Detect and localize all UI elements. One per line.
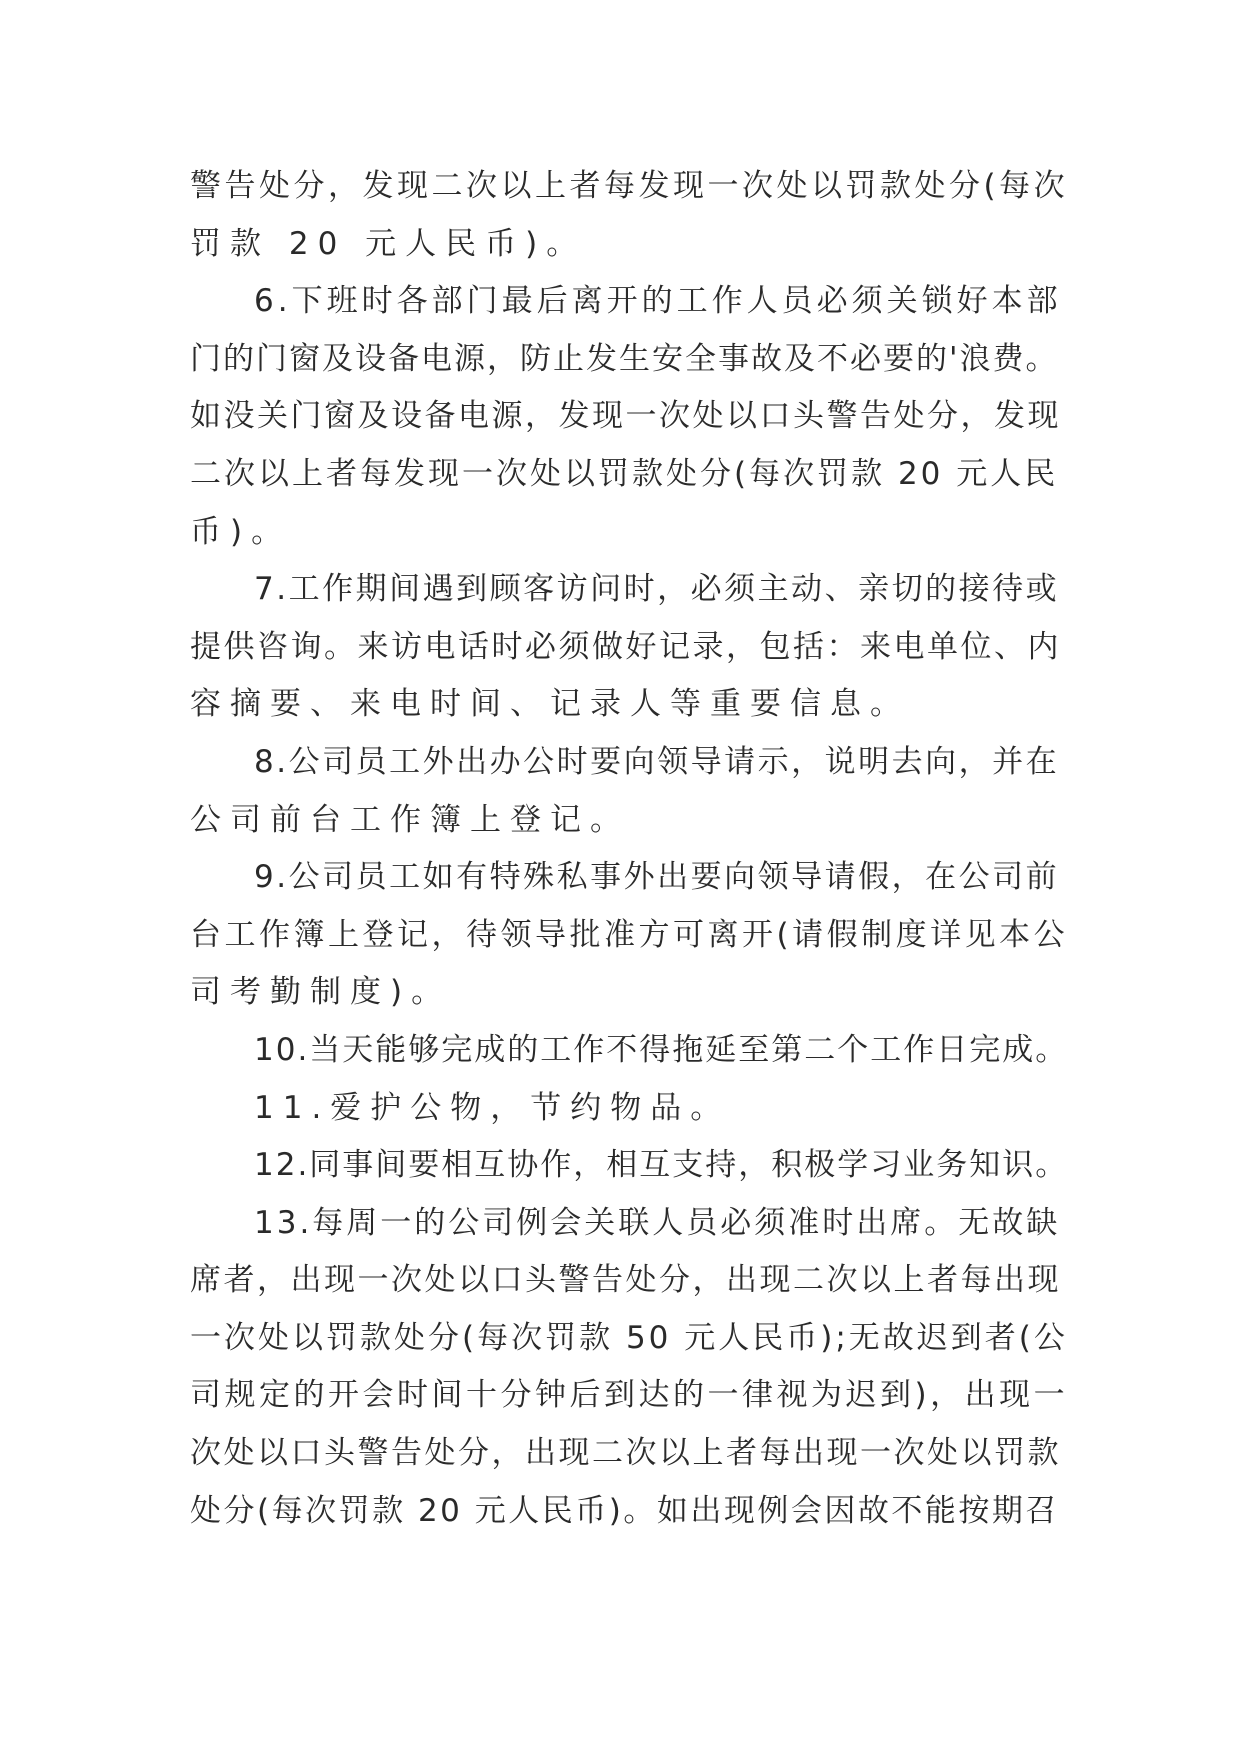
paragraph-start-11: 11.爱护公物，节约物品。 (254, 1089, 731, 1126)
text-line: 席者，出现一次处以口头警告处分，出现二次以上者每出现 (190, 1262, 1061, 1299)
paragraph-start-8: 8.公司员工外出办公时要向领导请示，说明去向，并在 (254, 743, 1060, 780)
text-line: 一次处以罚款处分(每次罚款 50 元人民币);无故迟到者(公 (190, 1319, 1068, 1356)
paragraph-start-13: 13.每周一的公司例会关联人员必须准时出席。无故缺 (254, 1204, 1061, 1241)
text-line: 次处以口头警告处分，出现二次以上者每出现一次处以罚款 (190, 1435, 1061, 1472)
paragraph-start-6: 6.下班时各部门最后离开的工作人员必须关锁好本部 (254, 283, 1062, 320)
text-line: 处分(每次罚款 20 元人民币)。如出现例会因故不能按期召 (190, 1492, 1059, 1529)
text-line: 司考勤制度)。 (190, 974, 452, 1011)
paragraph-start-7: 7.工作期间遇到顾客访问时，必须主动、亲切的接待或 (254, 571, 1060, 608)
text-line: 警告处分，发现二次以上者每发现一次处以罚款处分(每次 (190, 168, 1069, 204)
text-line: 罚款 20 元人民币)。 (190, 225, 587, 262)
text-line: 司规定的开会时间十分钟后到达的一律视为迟到)，出现一 (190, 1377, 1069, 1414)
paragraph-start-9: 9.公司员工如有特殊私事外出要向领导请假，在公司前 (254, 859, 1060, 896)
paragraph-start-12: 12.同事间要相互协作，相互支持，积极学习业务知识。 (254, 1147, 1069, 1184)
document-body (190, 158, 1070, 1540)
text-line: 币)。 (190, 513, 292, 550)
text-line: 二次以上者每发现一次处以罚款处分(每次罚款 20 元人民 (190, 455, 1059, 492)
text-line: 如没关门窗及设备电源，发现一次处以口头警告处分，发现 (190, 398, 1061, 435)
text-line: 门的门窗及设备电源，防止发生安全事故及不必要的'浪费。 (190, 340, 1059, 377)
text-line: 容摘要、来电时间、记录人等重要信息。 (190, 686, 910, 723)
text-line: 提供咨询。来访电话时必须做好记录，包括：来电单位、内 (190, 628, 1061, 665)
text-line: 公司前台工作簿上登记。 (190, 801, 630, 838)
text-line: 台工作簿上登记，待领导批准方可离开(请假制度详见本公 (190, 916, 1069, 953)
paragraph-start-10: 10.当天能够完成的工作不得拖延至第二个工作日完成。 (254, 1031, 1069, 1068)
